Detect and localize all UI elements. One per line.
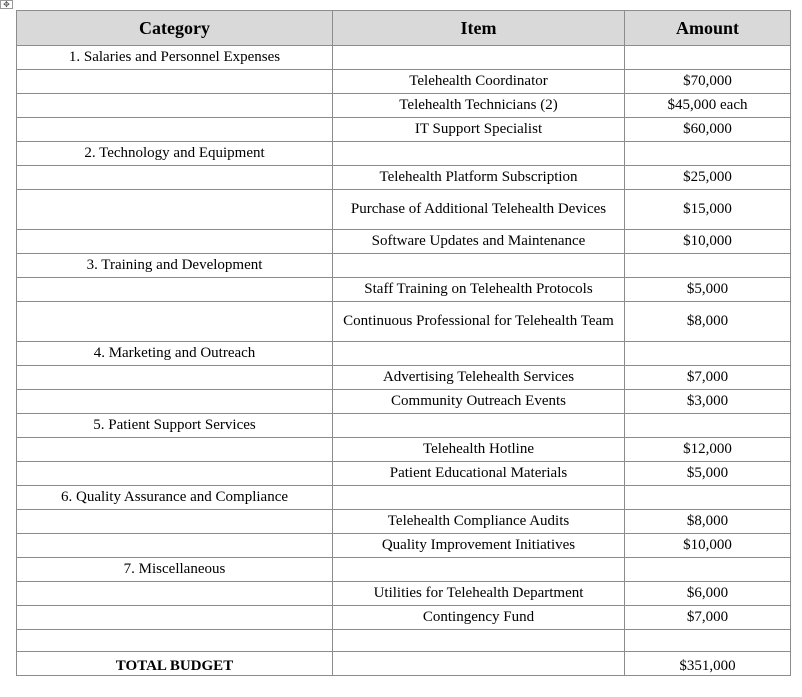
empty-cell[interactable] — [333, 558, 625, 582]
empty-cell[interactable] — [625, 46, 791, 70]
item-cell[interactable]: Continuous Professional for Telehealth Team — [333, 302, 625, 342]
header-item: Item — [333, 11, 625, 46]
amount-cell[interactable]: $15,000 — [625, 190, 791, 230]
item-cell[interactable]: Telehealth Technicians (2) — [333, 94, 625, 118]
amount-cell[interactable]: $10,000 — [625, 230, 791, 254]
empty-cell[interactable] — [17, 534, 333, 558]
empty-cell[interactable] — [333, 652, 625, 676]
category-row — [17, 486, 791, 510]
empty-cell[interactable] — [17, 118, 333, 142]
amount-cell[interactable]: $10,000 — [625, 534, 791, 558]
item-cell[interactable]: Staff Training on Telehealth Protocols — [333, 278, 625, 302]
empty-cell[interactable] — [333, 46, 625, 70]
item-row — [17, 390, 791, 414]
empty-cell[interactable] — [625, 254, 791, 278]
amount-cell[interactable]: $8,000 — [625, 510, 791, 534]
item-cell[interactable]: Telehealth Hotline — [333, 438, 625, 462]
item-cell[interactable]: Utilities for Telehealth Department — [333, 582, 625, 606]
empty-cell[interactable] — [625, 630, 791, 652]
item-row — [17, 118, 791, 142]
category-cell[interactable]: 4. Marketing and Outreach — [17, 342, 333, 366]
table-move-handle[interactable]: ✥ — [0, 0, 13, 9]
header-row — [17, 11, 791, 46]
empty-cell[interactable] — [17, 166, 333, 190]
item-row — [17, 534, 791, 558]
amount-cell[interactable]: $25,000 — [625, 166, 791, 190]
empty-cell[interactable] — [17, 462, 333, 486]
category-row — [17, 254, 791, 278]
empty-cell[interactable] — [17, 94, 333, 118]
amount-cell[interactable]: $7,000 — [625, 366, 791, 390]
amount-cell[interactable]: $5,000 — [625, 462, 791, 486]
empty-cell[interactable] — [333, 630, 625, 652]
item-cell[interactable]: Software Updates and Maintenance — [333, 230, 625, 254]
amount-cell[interactable]: $45,000 each — [625, 94, 791, 118]
item-row — [17, 94, 791, 118]
item-row — [17, 70, 791, 94]
item-cell[interactable]: Quality Improvement Initiatives — [333, 534, 625, 558]
budget-table — [16, 10, 791, 676]
empty-cell[interactable] — [17, 582, 333, 606]
amount-cell[interactable]: $60,000 — [625, 118, 791, 142]
item-row — [17, 278, 791, 302]
item-row — [17, 606, 791, 630]
empty-cell[interactable] — [625, 414, 791, 438]
amount-cell[interactable]: $5,000 — [625, 278, 791, 302]
header-category: Category — [17, 11, 333, 46]
item-row — [17, 438, 791, 462]
empty-cell[interactable] — [17, 70, 333, 94]
category-cell[interactable]: 7. Miscellaneous — [17, 558, 333, 582]
item-cell[interactable]: Community Outreach Events — [333, 390, 625, 414]
empty-cell[interactable] — [17, 302, 333, 342]
amount-cell[interactable]: $3,000 — [625, 390, 791, 414]
item-cell[interactable]: Advertising Telehealth Services — [333, 366, 625, 390]
amount-cell[interactable]: $12,000 — [625, 438, 791, 462]
item-cell[interactable]: Telehealth Coordinator — [333, 70, 625, 94]
empty-cell[interactable] — [17, 510, 333, 534]
item-row — [17, 166, 791, 190]
total-amount-cell[interactable]: $351,000 — [625, 652, 791, 676]
empty-cell[interactable] — [17, 366, 333, 390]
empty-cell[interactable] — [625, 486, 791, 510]
empty-cell[interactable] — [333, 254, 625, 278]
category-cell[interactable]: 6. Quality Assurance and Compliance — [17, 486, 333, 510]
empty-cell[interactable] — [333, 414, 625, 438]
item-cell[interactable]: Purchase of Additional Telehealth Devices — [333, 190, 625, 230]
category-row — [17, 414, 791, 438]
amount-cell[interactable]: $70,000 — [625, 70, 791, 94]
category-row — [17, 46, 791, 70]
item-cell[interactable]: Contingency Fund — [333, 606, 625, 630]
item-row — [17, 302, 791, 342]
item-cell[interactable]: IT Support Specialist — [333, 118, 625, 142]
empty-cell[interactable] — [17, 390, 333, 414]
empty-cell[interactable] — [17, 230, 333, 254]
total-label-cell[interactable]: TOTAL BUDGET — [17, 652, 333, 676]
amount-cell[interactable]: $7,000 — [625, 606, 791, 630]
empty-cell[interactable] — [333, 142, 625, 166]
category-cell[interactable]: 1. Salaries and Personnel Expenses — [17, 46, 333, 70]
item-cell[interactable]: Telehealth Compliance Audits — [333, 510, 625, 534]
empty-cell[interactable] — [625, 342, 791, 366]
item-row — [17, 510, 791, 534]
empty-cell[interactable] — [333, 342, 625, 366]
category-row — [17, 142, 791, 166]
item-row — [17, 366, 791, 390]
empty-cell[interactable] — [17, 190, 333, 230]
empty-cell[interactable] — [333, 486, 625, 510]
header-amount: Amount — [625, 11, 791, 46]
category-cell[interactable]: 5. Patient Support Services — [17, 414, 333, 438]
item-row — [17, 462, 791, 486]
total-row — [17, 652, 791, 676]
item-cell[interactable]: Telehealth Platform Subscription — [333, 166, 625, 190]
category-row — [17, 342, 791, 366]
empty-cell[interactable] — [17, 438, 333, 462]
item-row — [17, 190, 791, 230]
category-cell[interactable]: 2. Technology and Equipment — [17, 142, 333, 166]
empty-cell[interactable] — [17, 278, 333, 302]
empty-cell[interactable] — [625, 558, 791, 582]
category-cell[interactable]: 3. Training and Development — [17, 254, 333, 278]
amount-cell[interactable]: $8,000 — [625, 302, 791, 342]
item-cell[interactable]: Patient Educational Materials — [333, 462, 625, 486]
empty-cell[interactable] — [17, 606, 333, 630]
category-row — [17, 558, 791, 582]
amount-cell[interactable]: $6,000 — [625, 582, 791, 606]
empty-cell[interactable] — [625, 142, 791, 166]
item-row — [17, 582, 791, 606]
empty-cell[interactable] — [17, 630, 333, 652]
item-row — [17, 230, 791, 254]
empty-row — [17, 630, 791, 652]
